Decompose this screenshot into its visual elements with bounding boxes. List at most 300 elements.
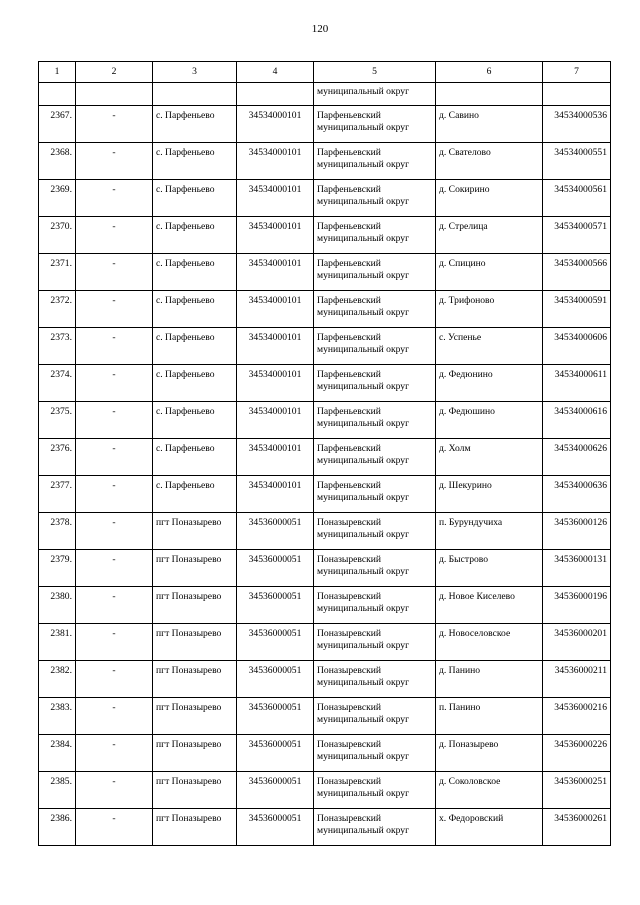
row-number [39,476,76,513]
locality-cell [436,328,543,365]
registry-table [38,61,611,846]
settlement-cell [153,402,237,439]
row-number [39,624,76,661]
dash-cell [76,661,153,698]
table-cell [436,83,543,106]
locality-cell [436,476,543,513]
code-cell [237,143,314,180]
dash-cell-text: - [112,406,116,417]
district-cell [314,550,436,587]
settlement-cell [153,772,237,809]
row-number [39,587,76,624]
code-cell-text: 34534000101 [248,332,302,343]
oktmo-cell-text: 34534000566 [554,258,607,269]
district-cell-text: муниципальный округ [317,676,410,688]
locality-cell [436,772,543,809]
row-number [39,217,76,254]
row-number-text: 2377. [50,480,72,491]
district-cell [314,365,436,402]
oktmo-cell-text: 34534000571 [554,221,607,232]
table-row [39,809,611,846]
dash-cell-text: - [112,258,116,269]
table-cell [543,83,611,106]
table-row [39,365,611,402]
table-row [39,106,611,143]
district-cell-text: муниципальный округ [317,232,410,244]
table-row [39,661,611,698]
row-number-text: 2381. [50,628,72,639]
oktmo-cell-text: 34536000216 [554,702,607,713]
code-cell [237,735,314,772]
dash-cell [76,735,153,772]
district-cell-text: Поназыревский [317,665,382,676]
settlement-cell-text: с. Парфеньево [156,110,215,121]
dash-cell [76,476,153,513]
table-cell [153,83,237,106]
locality-cell-text: д. Холм [439,443,471,454]
code-cell-text: 34536000051 [248,665,302,676]
locality-cell [436,402,543,439]
settlement-cell-text: с. Парфеньево [156,443,215,454]
district-cell-text: Поназыревский [317,628,382,639]
oktmo-cell-text: 34536000251 [554,776,607,787]
district-cell-text: Поназыревский [317,591,382,602]
dash-cell-text: - [112,184,116,195]
oktmo-cell [543,143,611,180]
oktmo-cell-text: 34534000636 [554,480,607,491]
district-cell-text: муниципальный округ [317,602,410,614]
dash-cell [76,365,153,402]
table-row [39,328,611,365]
row-number [39,809,76,846]
district-cell [314,143,436,180]
code-cell [237,365,314,402]
dash-cell-text: - [112,295,116,306]
locality-cell [436,365,543,402]
table-cell [76,83,153,106]
settlement-cell-text: пгт Поназырево [156,591,222,602]
dash-cell [76,106,153,143]
oktmo-cell-text: 34534000536 [554,110,607,121]
column-header: 1 [39,62,76,83]
column-header: 2 [76,62,153,83]
district-line: муниципальный округ [317,86,410,97]
oktmo-cell-text: 34536000196 [554,591,607,602]
dash-cell-text: - [112,554,116,565]
oktmo-cell [543,624,611,661]
row-number-text: 2379. [50,554,72,565]
locality-cell-text: д. Федюнино [439,369,493,380]
row-number-text: 2369. [50,184,72,195]
code-cell [237,809,314,846]
locality-cell-text: д. Поназырево [439,739,499,750]
code-cell-text: 34534000101 [248,184,302,195]
row-number [39,513,76,550]
locality-cell [436,550,543,587]
row-number [39,550,76,587]
row-number [39,735,76,772]
code-cell [237,550,314,587]
settlement-cell-text: пгт Поназырево [156,628,222,639]
table-row [39,402,611,439]
district-cell-text: Парфеньевский [317,184,381,195]
district-cell-text: Парфеньевский [317,221,381,232]
settlement-cell-text: пгт Поназырево [156,702,222,713]
district-cell [314,402,436,439]
dash-cell-text: - [112,369,116,380]
table-row [39,513,611,550]
continuation-row [39,83,611,106]
dash-cell [76,217,153,254]
row-number-text: 2382. [50,665,72,676]
code-cell [237,698,314,735]
oktmo-cell-text: 34536000211 [554,665,607,676]
district-cell [314,661,436,698]
settlement-cell [153,735,237,772]
code-cell-text: 34534000101 [248,480,302,491]
code-cell [237,291,314,328]
row-number [39,772,76,809]
dash-cell [76,254,153,291]
oktmo-cell [543,661,611,698]
oktmo-cell-text: 34536000126 [554,517,607,528]
column-header: 5 [314,62,436,83]
settlement-cell-text: с. Парфеньево [156,480,215,491]
code-cell [237,402,314,439]
row-number [39,698,76,735]
table-cell [39,83,76,106]
district-cell-text: Парфеньевский [317,258,381,269]
code-cell-text: 34536000051 [248,776,302,787]
row-number [39,254,76,291]
dash-cell-text: - [112,813,116,824]
oktmo-cell-text: 34536000261 [554,813,607,824]
code-cell [237,772,314,809]
table-header-row [39,62,611,83]
settlement-cell [153,698,237,735]
code-cell-text: 34536000051 [248,702,302,713]
district-cell-text: Парфеньевский [317,443,381,454]
locality-cell-text: д. Новое Киселево [439,591,515,602]
settlement-cell-text: с. Парфеньево [156,147,215,158]
code-cell [237,328,314,365]
code-cell [237,476,314,513]
settlement-cell-text: с. Парфеньево [156,332,215,343]
locality-cell [436,624,543,661]
table-row [39,143,611,180]
district-cell [314,772,436,809]
district-cell-text: муниципальный округ [317,491,410,503]
district-cell-text: Поназыревский [317,702,382,713]
code-cell-text: 34534000101 [248,258,302,269]
code-cell [237,587,314,624]
dash-cell [76,439,153,476]
table-row [39,217,611,254]
oktmo-cell [543,402,611,439]
row-number-text: 2384. [50,739,72,750]
locality-cell [436,254,543,291]
code-cell-text: 34536000051 [248,554,302,565]
locality-cell-text: х. Федоровский [439,813,504,824]
locality-cell-text: д. Савино [439,110,479,121]
row-number-text: 2378. [50,517,72,528]
code-cell-text: 34534000101 [248,110,302,121]
dash-cell-text: - [112,221,116,232]
settlement-cell-text: с. Парфеньево [156,184,215,195]
settlement-cell [153,661,237,698]
settlement-cell-text: пгт Поназырево [156,739,222,750]
settlement-cell-text: с. Парфеньево [156,295,215,306]
oktmo-cell [543,476,611,513]
oktmo-cell-text: 34534000606 [554,332,607,343]
locality-cell-text: с. Успенье [439,332,482,343]
district-cell-text: муниципальный округ [317,158,410,170]
district-cell-text: Парфеньевский [317,147,381,158]
locality-cell-text: д. Панино [439,665,481,676]
locality-cell [436,143,543,180]
row-number-text: 2371. [50,258,72,269]
oktmo-cell [543,180,611,217]
table-row [39,587,611,624]
district-cell [314,476,436,513]
dash-cell-text: - [112,110,116,121]
dash-cell-text: - [112,517,116,528]
locality-cell-text: д. Сокирино [439,184,490,195]
district-cell-text: Поназыревский [317,776,382,787]
district-cell-text: муниципальный округ [317,639,410,651]
district-cell-text: Парфеньевский [317,480,381,491]
district-cell [314,439,436,476]
locality-cell-text: п. Панино [439,702,481,713]
table-row [39,735,611,772]
column-header: 6 [436,62,543,83]
settlement-cell-text: с. Парфеньево [156,369,215,380]
locality-cell [436,439,543,476]
row-number [39,402,76,439]
locality-cell [436,180,543,217]
settlement-cell [153,513,237,550]
dash-cell [76,587,153,624]
district-cell [314,254,436,291]
code-cell-text: 34536000051 [248,628,302,639]
locality-cell-text: д. Трифоново [439,295,495,306]
page-number: 120 [311,23,329,35]
district-cell-text: муниципальный округ [317,824,410,836]
table-row [39,291,611,328]
oktmo-cell-text: 34534000561 [554,184,607,195]
dash-cell-text: - [112,665,116,676]
district-cell-text: муниципальный округ [317,528,410,540]
dash-cell [76,550,153,587]
row-number-text: 2368. [50,147,72,158]
settlement-cell [153,476,237,513]
code-cell [237,180,314,217]
dash-cell [76,291,153,328]
oktmo-cell-text: 34534000611 [554,369,607,380]
locality-cell-text: д. Свателово [439,147,491,158]
district-cell-text: муниципальный округ [317,787,410,799]
district-cell-text: муниципальный округ [317,454,410,466]
district-cell [314,217,436,254]
code-cell-text: 34536000051 [248,591,302,602]
row-number-text: 2367. [50,110,72,121]
dash-cell-text: - [112,776,116,787]
district-cell-text: муниципальный округ [317,121,410,133]
settlement-cell [153,550,237,587]
district-cell [314,106,436,143]
district-cell-text: муниципальный округ [317,380,410,392]
oktmo-cell-text: 34536000131 [554,554,607,565]
locality-cell-text: д. Шекурино [439,480,492,491]
dash-cell-text: - [112,147,116,158]
locality-cell [436,735,543,772]
dash-cell-text: - [112,702,116,713]
settlement-cell-text: с. Парфеньево [156,406,215,417]
table-cell [237,83,314,106]
code-cell-text: 34536000051 [248,517,302,528]
district-cell-text: муниципальный округ [317,417,410,429]
locality-cell-text: д. Новоселовское [439,628,511,639]
settlement-cell [153,180,237,217]
dash-cell [76,513,153,550]
table-row [39,254,611,291]
district-cell [314,513,436,550]
row-number-text: 2375. [50,406,72,417]
district-cell-text: муниципальный округ [317,750,410,762]
oktmo-cell [543,809,611,846]
code-cell-text: 34534000101 [248,406,302,417]
locality-cell [436,587,543,624]
district-cell-text: Парфеньевский [317,332,381,343]
settlement-cell [153,809,237,846]
settlement-cell-text: пгт Поназырево [156,813,222,824]
district-cell [314,809,436,846]
oktmo-cell [543,328,611,365]
district-cell [314,291,436,328]
oktmo-cell-text: 34534000551 [554,147,607,158]
district-cell-text: Парфеньевский [317,369,381,380]
table-row [39,439,611,476]
settlement-cell [153,143,237,180]
dash-cell-text: - [112,739,116,750]
locality-cell [436,809,543,846]
locality-cell-text: д. Стрелица [439,221,488,232]
settlement-cell-text: с. Парфеньево [156,221,215,232]
district-cell [314,735,436,772]
code-cell [237,661,314,698]
dash-cell-text: - [112,480,116,491]
district-cell-text: муниципальный округ [317,713,410,725]
code-cell-text: 34534000101 [248,221,302,232]
settlement-cell-text: пгт Поназырево [156,776,222,787]
district-cell-text: Поназыревский [317,517,382,528]
table-cell [314,83,436,106]
row-number-text: 2380. [50,591,72,602]
row-number-text: 2370. [50,221,72,232]
dash-cell [76,698,153,735]
settlement-cell-text: с. Парфеньево [156,258,215,269]
district-cell-text: Парфеньевский [317,295,381,306]
settlement-cell-text: пгт Поназырево [156,517,222,528]
locality-cell [436,513,543,550]
table-row [39,624,611,661]
oktmo-cell [543,513,611,550]
table-row [39,772,611,809]
code-cell-text: 34534000101 [248,295,302,306]
row-number [39,439,76,476]
locality-cell [436,217,543,254]
settlement-cell [153,106,237,143]
district-cell-text: муниципальный округ [317,306,410,318]
row-number [39,180,76,217]
table-body [39,62,611,846]
code-cell-text: 34536000051 [248,739,302,750]
column-header: 3 [153,62,237,83]
district-cell-text: муниципальный округ [317,195,410,207]
row-number-text: 2372. [50,295,72,306]
settlement-cell [153,291,237,328]
row-number [39,661,76,698]
oktmo-cell-text: 34536000201 [554,628,607,639]
code-cell-text: 34534000101 [248,443,302,454]
settlement-cell [153,624,237,661]
code-cell [237,217,314,254]
dash-cell [76,772,153,809]
oktmo-cell-text: 34534000591 [554,295,607,306]
settlement-cell [153,328,237,365]
oktmo-cell-text: 34534000626 [554,443,607,454]
district-cell-text: Поназыревский [317,739,382,750]
oktmo-cell [543,550,611,587]
code-cell [237,439,314,476]
row-number-text: 2383. [50,702,72,713]
district-cell-text: муниципальный округ [317,565,410,577]
dash-cell-text: - [112,628,116,639]
oktmo-cell [543,772,611,809]
locality-cell [436,698,543,735]
dash-cell-text: - [112,332,116,343]
district-cell-text: Поназыревский [317,813,382,824]
locality-cell [436,106,543,143]
district-cell [314,624,436,661]
row-number-text: 2373. [50,332,72,343]
table-row [39,550,611,587]
locality-cell-text: д. Федюшино [439,406,495,417]
row-number-text: 2374. [50,369,72,380]
code-cell-text: 34536000051 [248,813,302,824]
settlement-cell-text: пгт Поназырево [156,665,222,676]
district-cell-text: Поназыревский [317,554,382,565]
dash-cell [76,143,153,180]
locality-cell [436,291,543,328]
oktmo-cell [543,365,611,402]
dash-cell [76,328,153,365]
table-row [39,476,611,513]
locality-cell-text: д. Быстрово [439,554,489,565]
district-cell [314,180,436,217]
dash-cell [76,180,153,217]
settlement-cell [153,217,237,254]
dash-cell-text: - [112,591,116,602]
district-cell [314,587,436,624]
oktmo-cell [543,587,611,624]
oktmo-cell [543,291,611,328]
code-cell [237,106,314,143]
oktmo-cell [543,698,611,735]
oktmo-cell [543,254,611,291]
oktmo-cell [543,217,611,254]
column-header: 4 [237,62,314,83]
